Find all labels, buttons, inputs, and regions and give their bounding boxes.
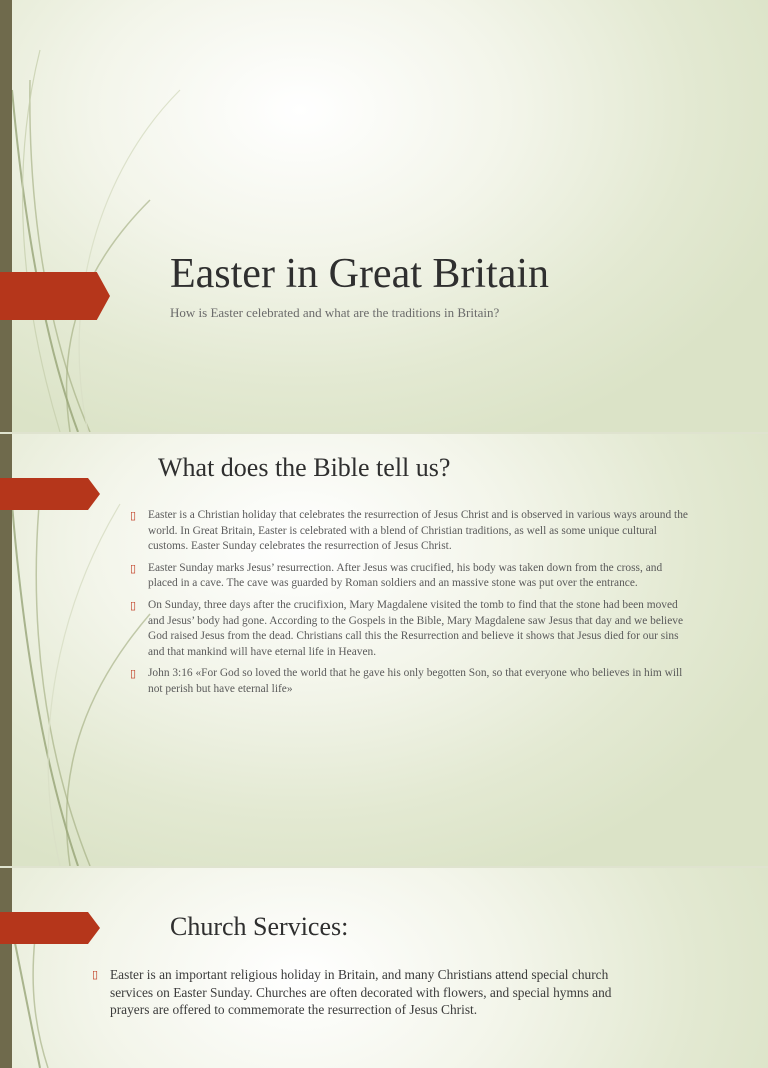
list-item: ▯ On Sunday, three days after the crucifixion, Mary Magdalene visited the tomb to find that the stone had been moved and Jesus’ body had gone. According to the Gospels in the Bible, Mary Magdalene saw Jesus that day and we believe God raised Jesus from the dead. Christians call this the Resurrection and believe it shows that Jesus died for our sins and that mankind will have eternal life in Heaven. <box>130 598 684 658</box>
bible-slide <box>0 434 768 866</box>
bullet-icon: ▯ <box>130 599 137 612</box>
list-item: ▯ Easter is a Christian holiday that celebrates the resurrection of Jesus Christ and is observed in various ways around the world. In Great Britain, Easter is celebrated with a blend of Christian traditions, as well as some unique cultural customs. Easter Sunday celebrates the resurrection of Jesus Christ. <box>130 509 688 553</box>
list-item: ▯ Easter Sunday marks Jesus’ resurrection. After Jesus was crucified, his body was taken down from the cross, and placed in a cave. The cave was guarded by Roman soldiers and an massive stone was put over the entrance. <box>130 561 663 590</box>
red-accent-tab <box>0 272 110 320</box>
bullet-icon: ▯ <box>130 562 137 575</box>
red-accent-tab <box>0 912 100 944</box>
left-accent-bar <box>0 868 12 1068</box>
list-item: ▯ Easter is an important religious holiday in Britain, and many Christians attend special church services on Easter Sunday. Churches are often decorated with flowers, and special hymns and prayers are offered to commemorate the resurrection of Jesus Christ. <box>92 967 612 1018</box>
church-services-slide <box>0 868 768 1068</box>
bullet-list <box>128 508 688 704</box>
slide-subtitle: How is Easter celebrated and what are the traditions in Britain? <box>170 305 500 320</box>
slide-title: What does the Bible tell us? <box>158 453 451 482</box>
bullet-icon: ▯ <box>92 969 99 981</box>
decorative-curves <box>0 0 768 432</box>
bullet-icon: ▯ <box>130 510 137 522</box>
bullet-list <box>90 966 650 1019</box>
list-item: ▯ John 3:16 «For God so loved the world that he gave his only begotten Son, so that everyone who believes in him will not perish but have eternal life» <box>130 667 683 695</box>
slide-title: Easter in Great Britain <box>170 251 550 297</box>
left-accent-bar <box>0 0 12 432</box>
title-slide <box>0 0 768 432</box>
red-accent-tab <box>0 478 100 510</box>
bullet-icon: ▯ <box>130 668 137 681</box>
slide-title: Church Services: <box>170 912 349 941</box>
